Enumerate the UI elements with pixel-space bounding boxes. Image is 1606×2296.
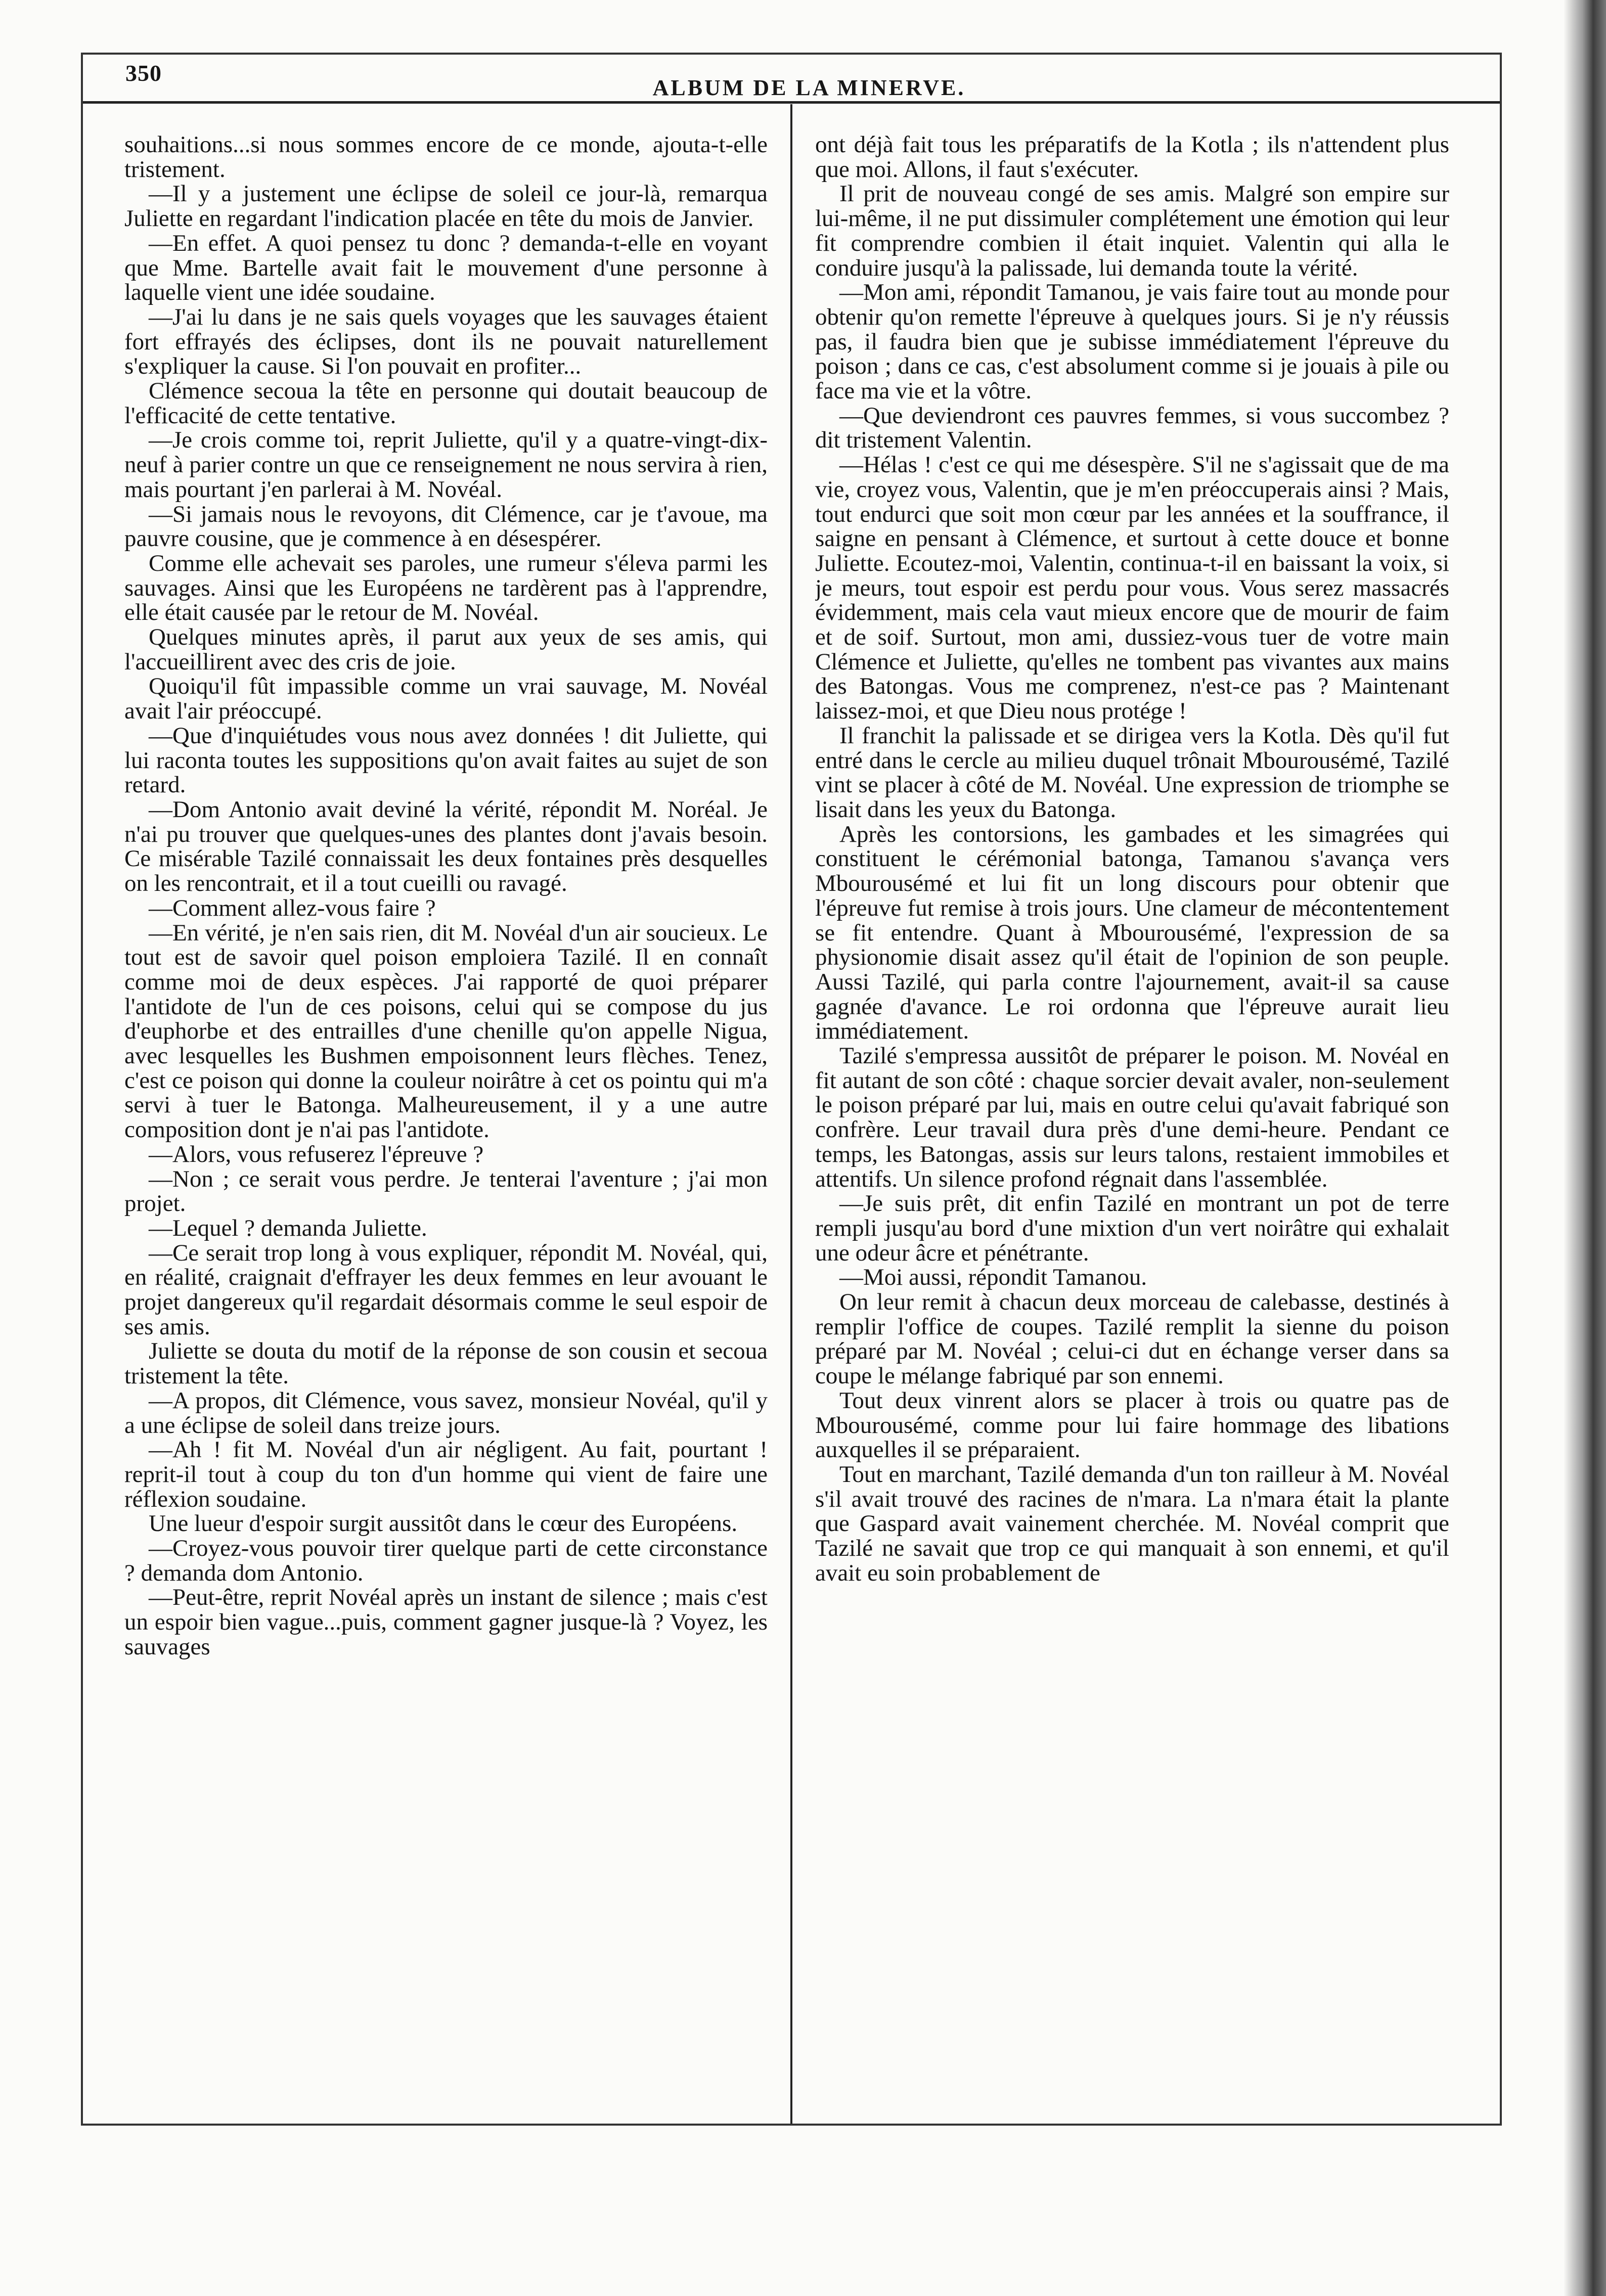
paragraph: —Il y a justement une éclipse de soleil ce jour-là, remarqua Juliette en regardant l'indication placée en tête du mois de Janvier.: [124, 181, 768, 232]
paragraph: —Peut-être, reprit Novéal après un instant de silence ; mais c'est un espoir bien vague...puis, comment gagner jusque-là ? Voyez, les sauvages: [124, 1584, 768, 1660]
paragraph: Tout deux vinrent alors se placer à trois ou quatre pas de Mbourousémé, comme pour lui faire hommage des libations auxquelles il se préparaient.: [815, 1387, 1449, 1463]
frame-top-rule: [81, 53, 1502, 55]
paragraph: Tazilé s'empressa aussitôt de préparer le poison. M. Novéal en fit autant de son côté : chaque sorcier devait avaler, non-seulement le poison préparé par lui, mais en outre celui qu'avait fabriqué son confrère. Leur travail dura près d'une demi-heure. Pendant ce temps, les Batongas, assis sur leurs talons, restaient immobiles et attentifs. Un silence profond régnait dans l'assemblée.: [815, 1043, 1449, 1192]
frame-right-rule: [1500, 53, 1502, 2126]
paragraph: Clémence secoua la tête en personne qui doutait beaucoup de l'efficacité de cette tentative.: [124, 378, 768, 429]
header-rule: [81, 101, 1502, 104]
paragraph: Quoiqu'il fût impassible comme un vrai sauvage, M. Novéal avait l'air préoccupé.: [124, 673, 768, 725]
paragraph: —En vérité, je n'en sais rien, dit M. Novéal d'un air soucieux. Le tout est de savoir quel poison emploiera Tazilé. Il en connaît comme moi de deux espèces. J'ai rapporté de quoi préparer l'antidote de l'un de ces poisons, celui qui se compose du jus d'euphorbe et des entrailles d'une chenille qu'on appelle Nigua, avec lesquelles les Bushmen empoisonnent leurs flèches. Tenez, c'est ce poison qui donne la couleur noirâtre à cet os pointu qui m'a servi à tuer le Batonga. Malheureusement, il y a une autre composition dont je n'ai pas l'antidote.: [124, 919, 768, 1143]
paragraph: —Si jamais nous le revoyons, dit Clémence, car je t'avoue, ma pauvre cousine, que je commence à en désespérer.: [124, 501, 768, 552]
running-title: ALBUM DE LA MINERVE.: [652, 75, 966, 100]
paragraph: Il franchit la palissade et se dirigea vers la Kotla. Dès qu'il fut entré dans le cercle au milieu duquel trônait Mbourousémé, Tazilé vint se placer à côté de M. Novéal. Une expression de triomphe se lisait dans les yeux du Batonga.: [815, 722, 1449, 823]
paragraph: ont déjà fait tous les préparatifs de la Kotla ; ils n'attendent plus que moi. Allons, il faut s'exécuter.: [815, 132, 1449, 183]
paragraph: Comme elle achevait ses paroles, une rumeur s'éleva parmi les sauvages. Ainsi que les Européens ne tardèrent pas à l'apprendre, elle était causée par le retour de M. Novéal.: [124, 550, 768, 626]
paragraph: —Mon ami, répondit Tamanou, je vais faire tout au monde pour obtenir qu'on remette l'épreuve à quelques jours. Si je n'y réussis pas, il faudra bien que je subisse immédiatement l'épreuve du poison ; dans ce cas, c'est absolument comme si je jouais à pile ou face ma vie et la vôtre.: [815, 279, 1449, 404]
paragraph: —Que d'inquiétudes vous nous avez données ! dit Juliette, qui lui raconta toutes les suppositions qu'on avait faites au sujet de son retard.: [124, 722, 768, 798]
paragraph: —Dom Antonio avait deviné la vérité, répondit M. Noréal. Je n'ai pu trouver que quelques-unes des plantes dont j'avais besoin. Ce misérable Tazilé connaissait les deux fontaines près desquelles on les rencontrait, et il a tout cueilli ou ravagé.: [124, 796, 768, 897]
paragraph: —J'ai lu dans je ne sais quels voyages que les sauvages étaient fort effrayés des éclipses, dont ils ne pouvait naturellement s'expliquer la cause. Si l'on pouvait en profiter...: [124, 303, 768, 380]
paragraph: —Ah ! fit M. Novéal d'un air négligent. Au fait, pourtant ! reprit-il tout à coup du ton d'un homme qui vient de faire une réflexion soudaine.: [124, 1436, 768, 1512]
paragraph: Juliette se douta du motif de la réponse de son cousin et secoua tristement la tête.: [124, 1338, 768, 1389]
frame-left-rule: [81, 53, 83, 2126]
paragraph: —Que deviendront ces pauvres femmes, si vous succombez ? dit tristement Valentin.: [815, 402, 1449, 454]
paragraph: —En effet. A quoi pensez tu donc ? demanda-t-elle en voyant que Mme. Bartelle avait fait le mouvement d'une personne à laquelle vient une idée soudaine.: [124, 230, 768, 306]
paragraph: —Je suis prêt, dit enfin Tazilé en montrant un pot de terre rempli jusqu'au bord d'une mixtion d'un vert noirâtre qui exhalait une odeur âcre et pénétrante.: [815, 1190, 1449, 1266]
column-separator: [790, 104, 792, 2124]
page-number: 350: [125, 60, 162, 86]
paragraph: Tout en marchant, Tazilé demanda d'un ton railleur à M. Novéal s'il avait trouvé des racines de n'mara. La n'mara était la plante que Gaspard avait vainement cherchée. M. Novéal comprit que Tazilé ne savait que trop ce qui manquait à son ennemi, et qu'il avait eu soin probablement de: [815, 1461, 1449, 1586]
right-column: [815, 132, 1449, 2120]
paragraph: —Hélas ! c'est ce qui me désespère. S'il ne s'agissait que de ma vie, croyez vous, Valentin, que je m'en préoccuperais ainsi ? Mais, tout endurci que soit mon cœur par les années et la souffrance, il saigne en pensant à Clémence, et surtout à cette douce et bonne Juliette. Ecoutez-moi, Valentin, continua-t-il en baissant la voix, si je meurs, tout espoir est perdu pour vous. Vous serez massacrés évidemment, mais cela vaut mieux encore que de mourir de faim et de soif. Surtout, mon ami, dussiez-vous tuer de votre main Clémence et Juliette, qu'elles ne tombent pas vivantes aux mains des Batongas. Vous me comprenez, n'est-ce pas ? Maintenant laissez-moi, et que Dieu nous protége !: [815, 452, 1449, 725]
paragraph: Il prit de nouveau congé de ses amis. Malgré son empire sur lui-même, il ne put dissimuler complétement une émotion qui leur fit comprendre combien il était inquiet. Valentin qui alla le conduire jusqu'à la palissade, lui demanda toute la vérité.: [815, 181, 1449, 281]
paragraph: —Alors, vous refuserez l'épreuve ?: [149, 1141, 484, 1167]
paragraph: souhaitions...si nous sommes encore de ce monde, ajouta-t-elle tristement.: [124, 132, 768, 183]
paragraph: —Je crois comme toi, reprit Juliette, qu'il y a quatre-vingt-dix-neuf à parier contre un que ce renseignement ne nous servira à rien, mais pourtant j'en parlerai à M. Novéal.: [124, 427, 768, 503]
paragraph: —Croyez-vous pouvoir tirer quelque parti de cette circonstance ? demanda dom Antonio.: [124, 1535, 768, 1586]
paragraph: —Non ; ce serait vous perdre. Je tenterai l'aventure ; j'ai mon projet.: [124, 1165, 768, 1217]
paragraph: On leur remit à chacun deux morceau de calebasse, destinés à remplir l'office de coupes. Tazilé remplit la sienne du poison préparé par M. Novéal ; celui-ci dut en échange verser dans sa coupe le mélange fabriqué par son ennemi.: [815, 1289, 1449, 1389]
paragraph: —Moi aussi, répondit Tamanou.: [839, 1264, 1147, 1291]
scan-edge-shadow: [1564, 0, 1606, 2296]
paragraph: —A propos, dit Clémence, vous savez, monsieur Novéal, qu'il y a une éclipse de soleil dans treize jours.: [124, 1387, 768, 1438]
paragraph: —Lequel ? demanda Juliette.: [149, 1214, 427, 1241]
left-column: [124, 132, 768, 2120]
paragraph: Quelques minutes après, il parut aux yeux de ses amis, qui l'accueillirent avec des cris de joie.: [124, 624, 768, 675]
paragraph: —Comment allez-vous faire ?: [149, 894, 436, 921]
frame-bottom-rule: [81, 2124, 1502, 2126]
paragraph: —Ce serait trop long à vous expliquer, répondit M. Novéal, qui, en réalité, craignait d'effrayer les deux femmes en leur avouant le projet dangereux qu'il regardait désormais comme le seul espoir de ses amis.: [124, 1239, 768, 1340]
paragraph: Après les contorsions, les gambades et les simagrées qui constituent le cérémonial batonga, Tamanou s'avança vers Mbourousémé et lui fit un long discours pour obtenir que l'épreuve fut remise à trois jours. Une clameur de mécontentement se fit entendre. Quant à Mbourousémé, l'expression de sa physionomie disait assez qu'il était de l'opinion de son peuple. Aussi Tazilé, qui parla contre l'ajournement, avait-il sa cause gagnée d'avance. Le roi ordonna que l'épreuve aurait lieu immédiatement.: [815, 821, 1449, 1045]
paragraph: Une lueur d'espoir surgit aussitôt dans le cœur des Européens.: [149, 1510, 738, 1537]
